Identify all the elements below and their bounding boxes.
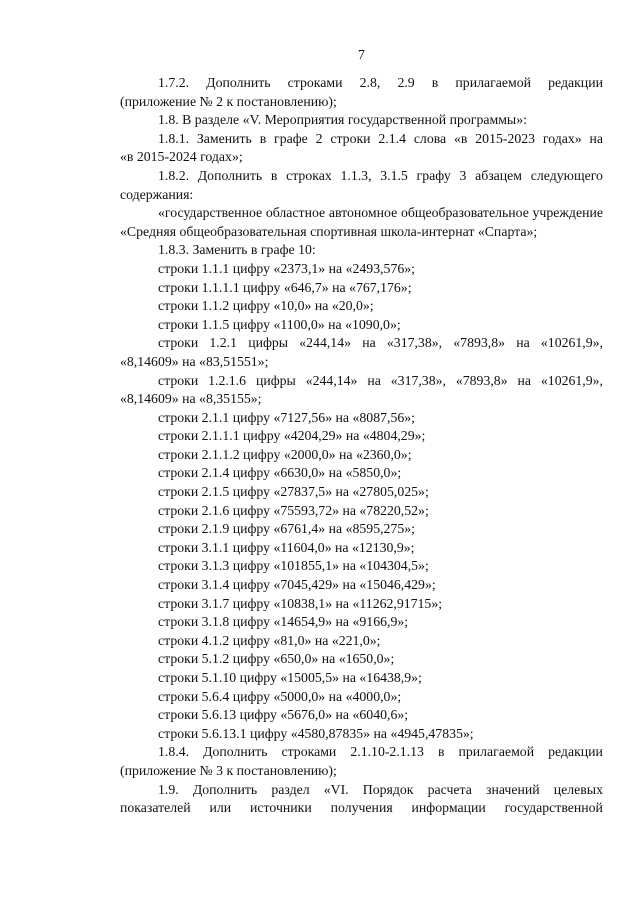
word: «7893,8» [453, 335, 506, 351]
word: цифры [255, 372, 296, 388]
word: следующего [530, 167, 603, 183]
text-line: строки 1.1.1.1 цифру «646,7» на «767,176»; [158, 279, 412, 295]
text-line: (приложение № 2 к постановлению); [120, 93, 337, 109]
word: в [270, 167, 278, 183]
text-line: строки 5.1.10 цифру «15005,5» на «16438,9»; [158, 670, 422, 685]
word: прилагаемой [458, 744, 535, 760]
word: годах» [542, 130, 582, 146]
word: источники [250, 800, 312, 816]
word: Дополнить [206, 75, 271, 90]
text-line [120, 799, 603, 818]
text-line: 1.8.3. Заменить в графе 10: [158, 242, 316, 258]
text-line [120, 167, 603, 186]
word: 2.8, [359, 75, 381, 90]
text-line: «Средняя общеобразовательная спортивная школа-интернат «Спарта»; [120, 223, 538, 239]
word: областное [265, 205, 326, 221]
text-line: строки 2.1.1.2 цифру «2000,0» на «2360,0»; [158, 446, 412, 462]
text-line: строки 2.1.5 цифру «27837,5» на «27805,025»; [158, 484, 429, 500]
word: «244,14» [299, 335, 351, 351]
word: «государственное [158, 205, 263, 221]
word: цифры [248, 335, 289, 351]
word: в [259, 130, 267, 146]
word: 2015-2023 [475, 130, 536, 146]
word: 1.8.2. [158, 167, 190, 183]
word: прилагаемой [455, 75, 532, 90]
word: Дополнить [192, 781, 258, 797]
word: Дополнить [197, 167, 263, 183]
word: показателей [120, 800, 191, 816]
text-line: строки 5.6.4 цифру «5000,0» на «4000,0»; [158, 688, 402, 704]
word: общеобразовательное [400, 205, 529, 221]
text-line [120, 743, 603, 762]
text-line: содержания: [120, 186, 194, 202]
word: «10261,9», [540, 335, 603, 351]
word: Дополнить [203, 744, 268, 760]
page-number: 7 [358, 47, 365, 62]
word: на [517, 372, 531, 388]
word: редакции [548, 744, 603, 760]
word: «10261,9», [540, 372, 603, 388]
text-line: строки 3.1.7 цифру «10838,1» на «11262,91715»; [158, 595, 443, 611]
text-line: «в 2015-2024 годах»; [120, 149, 243, 165]
text-line [120, 372, 603, 391]
word: «VI. [323, 781, 349, 797]
text-line: строки 5.6.13.1 цифру «4580,87835» на «4945,47835»; [158, 725, 474, 741]
word: информации [411, 800, 486, 816]
word: 1.2.1.6 [208, 372, 247, 388]
text-line: (приложение № 3 к постановлению); [120, 762, 337, 778]
word: 2.1.10-2.1.13 [350, 744, 424, 760]
text-line [120, 74, 603, 93]
text-line: «8,14609» на «8,35155»; [120, 391, 262, 407]
text-line: строки 3.1.4 цифру «7045,429» на «15046,429»; [158, 577, 436, 593]
word: в [431, 75, 439, 90]
document-body [120, 74, 603, 818]
word: в [437, 744, 445, 760]
word: 3.1.5 [380, 167, 408, 183]
word: «244,14» [305, 372, 358, 388]
word: строки [158, 335, 199, 351]
text-line [120, 334, 603, 353]
text-line [120, 781, 603, 800]
text-line: строки 4.1.2 цифру «81,0» на «221,0»; [158, 632, 381, 648]
word: редакции [548, 75, 603, 90]
text-line [120, 204, 603, 223]
word: получения [330, 800, 393, 816]
word: 2 [315, 130, 323, 146]
word: строках [286, 167, 332, 183]
text-line: строки 1.1.1 цифру «2373,1» на «2493,576»; [158, 260, 415, 276]
word: графу [416, 167, 451, 183]
word: значений [486, 781, 540, 797]
text-line: строки 5.6.13 цифру «5676,0» на «6040,6»; [158, 707, 409, 723]
text-line: строки 3.1.1 цифру «11604,0» на «12130,9»; [158, 539, 415, 555]
word: 1.1.3, [340, 167, 372, 183]
word: строки [330, 130, 371, 146]
text-line: строки 3.1.3 цифру «101855,1» на «104304,5»; [158, 558, 429, 574]
word: 2.9 [397, 75, 415, 90]
word: 1.9. [158, 781, 179, 797]
word: слова [413, 130, 447, 146]
text-line: «8,14609» на «83,51551»; [120, 353, 269, 369]
word: государственной [504, 800, 603, 816]
text-line: строки 2.1.6 цифру «75593,72» на «78220,52»; [158, 502, 429, 518]
text-line: строки 5.1.2 цифру «650,0» на «1650,0»; [158, 651, 395, 667]
word: 1.8.4. [158, 744, 190, 760]
text-line: строки 1.1.5 цифру «1100,0» на «1090,0»; [158, 316, 401, 332]
text-line: строки 1.1.2 цифру «10,0» на «20,0»; [158, 298, 374, 314]
word: «317,38», [390, 372, 446, 388]
word: абзацем [475, 167, 523, 183]
word: Порядок [362, 781, 414, 797]
text-line: строки 3.1.8 цифру «14654,9» на «9166,9»; [158, 614, 409, 630]
text-line: 1.8. В разделе «V. Мероприятия государственной программы»: [158, 112, 527, 128]
text-line: строки 2.1.1 цифру «7127,56» на «8087,56»; [158, 409, 415, 425]
word: целевых [553, 781, 603, 797]
word: 1.7.2. [158, 75, 190, 90]
word: «в [454, 130, 468, 146]
word: графе [274, 130, 308, 146]
word: расчета [427, 781, 472, 797]
word: на [362, 335, 376, 351]
word: на [367, 372, 381, 388]
text-line [120, 130, 603, 149]
word: раздел [271, 781, 310, 797]
word: 3 [459, 167, 467, 183]
text-line: строки 2.1.1.1 цифру «4204,29» на «4804,29»; [158, 428, 426, 444]
word: 1.8.1. [158, 130, 190, 146]
word: строками [287, 75, 343, 90]
word: или [209, 800, 232, 816]
word: на [589, 130, 603, 146]
word: «7893,8» [455, 372, 508, 388]
word: 2.1.4 [378, 130, 406, 146]
word: строки [158, 372, 199, 388]
word: «317,38», [386, 335, 443, 351]
word: Заменить [196, 130, 252, 146]
word: 1.2.1 [209, 335, 237, 351]
word: автономное [328, 205, 398, 221]
word: учреждение [532, 205, 603, 221]
text-line: строки 2.1.9 цифру «6761,4» на «8595,275»; [158, 521, 415, 537]
text-line: строки 2.1.4 цифру «6630,0» на «5850,0»; [158, 465, 402, 481]
word: на [516, 335, 530, 351]
word: строками [281, 744, 337, 760]
